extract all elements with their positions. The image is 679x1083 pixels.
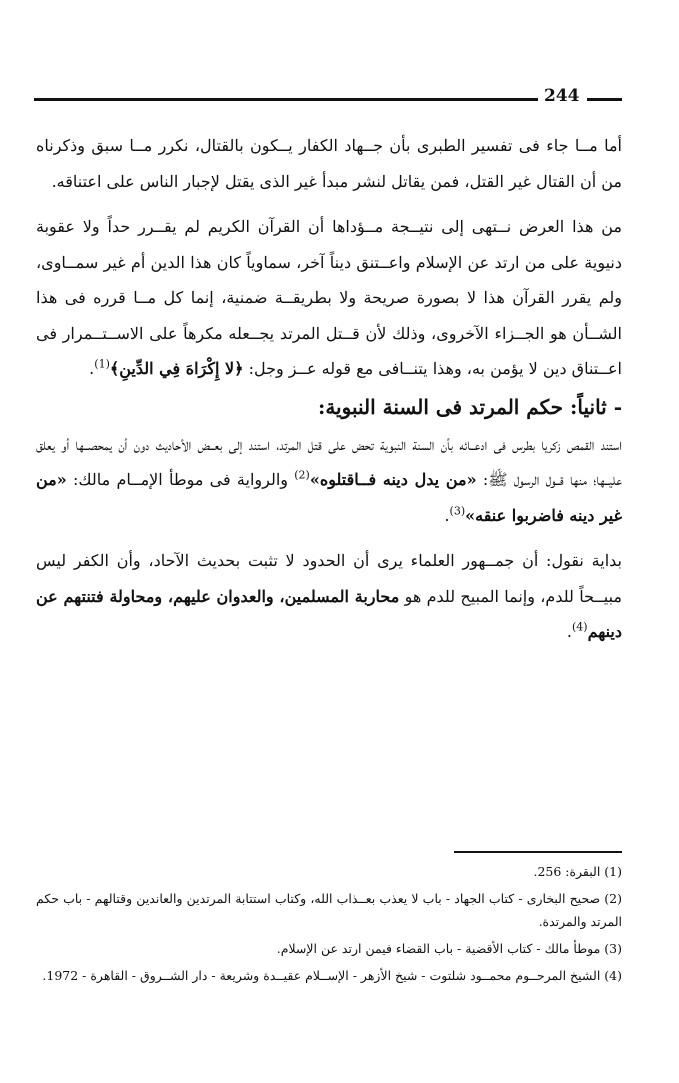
quran-quote: ﴿لا إِكْرَاهَ فِي الدِّينِ﴾ xyxy=(109,359,244,378)
footnote-1: (1) البقرة: 256. xyxy=(533,864,622,879)
paragraph-4-text: بداية نقول: أن جمــهور العلماء يرى أن الحدود لا تثبت بحديث الآحاد، وأن الكفر ليس مبيــحاً للدم، وإنما المبيح للدم هو xyxy=(36,551,623,606)
paragraph-4: بداية نقول: أن جمــهور العلماء يرى أن الحدود لا تثبت بحديث الآحاد، وأن الكفر ليس مبيــحاً للدم، وإنما المبيح للدم هو محاربة المسلمين، والعدوان عليهم، ومحاولة فتنتهم عن دينهم$^{(4)}$. xyxy=(36,551,623,641)
paragraph-2-text: من هذا العرض نــتهى إلى نتيــجة مــؤداها أن القرآن الكريم لم يقــرر حداً ولا عقوبة دنيوية على من ارتد عن الإسلام واعــتنق ديناً آخر، سماوياً كان هذا الدين أم غير سمــاوى، ولم يقرر القرآن هذا لا بصورة صريحة ولا بطريقــة ضمنية، إنما كل مــا قرره فى هذا الشــأن هو الجــزاء الآخروى، وذلك لأن قــتل المرتد يجــعله مكرهاً على الاســتــمرار فى اعــتناق دين لا يؤمن به، وهذا يتنــافى مع قوله عــز وجل: xyxy=(36,217,622,378)
paragraph-1: أما مــا جاء فى تفسير الطبرى بأن جــهاد الكفار يــكون بالقتال، نكرر مــا سبق وذكرناه من أن القتال غير القتل، فمن يقاتل لنشر مبدأ غير الذى يقتل لإجبار الناس على اعتناقه. xyxy=(36,136,623,191)
page-number: 244 xyxy=(544,86,580,106)
paragraph-3: استند القمص زكريا بطرس فى ادعــائه بأن السنة النبوية تحض على قتل المرتد، استند إلى بعــض الأحاديث دون أن يمحصــها أو يعلق عليــها؛ منها قــول الرسول ﷺ: «من يدل دينه فــاقتلوه»$^{(2)}$ والرواية فى موطأ الإمــام مالك: «من غير دينه فاضربوا عنقه»$^{(3)}$. xyxy=(36,434,622,525)
header-rule xyxy=(34,98,538,101)
section-heading: - ثانياً: حكم المرتد فى السنة النبوية: xyxy=(317,394,622,419)
footnote-separator xyxy=(454,851,622,853)
page-header xyxy=(34,86,622,112)
footnote-ref-4: (4) xyxy=(571,620,588,634)
footnote-4: (4) الشيخ المرحــوم محمــود شلتوت - شيخ الأزهر - الإســلام عقيــدة وشريعة - دار الشــروق - القاهرة - 1972. xyxy=(42,968,622,983)
paragraph-3-text: استند القمص زكريا بطرس فى ادعــائه بأن السنة النبوية تحض على قتل المرتد، استند إلى بعــض الأحاديث دون أن يمحصــها أو يعلق عليــها؛ منها قــول الرسول ﷺ: xyxy=(36,434,622,489)
footnote-ref-2: (2) xyxy=(294,468,310,482)
hadith-2: «من غير دينه فاضربوا عنقه» xyxy=(36,470,622,525)
hadith-1: «من يدل دينه فــاقتلوه» xyxy=(309,470,477,489)
header-rule-short xyxy=(587,98,622,101)
footnote-2: (2) صحيح البخارى - كتاب الجهاد - باب لا يعذب بعــذاب الله، وكتاب استتابة المرتدين والعاندين وقتالهم - باب حكم المرتد والمرتدة. xyxy=(36,891,622,929)
main-text xyxy=(36,128,622,650)
paragraph-3-mid: والرواية فى موطأ الإمــام مالك: xyxy=(73,470,288,489)
footnote-ref-1: (1) xyxy=(94,357,110,371)
footnote-ref-3: (3) xyxy=(449,504,466,518)
footnotes xyxy=(36,860,622,991)
footnote-3: (3) موطأ مالك - كتاب الأقضية - باب القضاء فيمن ارتد عن الإسلام. xyxy=(276,941,622,956)
paragraph-4-bold: محاربة المسلمين، والعدوان عليهم، ومحاولة فتنتهم عن دينهم xyxy=(36,586,622,641)
paragraph-2: من هذا العرض نــتهى إلى نتيــجة مــؤداها أن القرآن الكريم لم يقــرر حداً ولا عقوبة دنيوية على من ارتد عن الإسلام واعــتنق ديناً آخر، سماوياً كان هذا الدين أم غير سمــاوى، ولم يقرر القرآن هذا لا بصورة صريحة ولا بطريقــة ضمنية، إنما كل مــا قرره فى هذا الشــأن هو الجــزاء الآخروى، وذلك لأن قــتل المرتد يجــعله مكرهاً على الاســتــمرار فى اعــتناق دين لا يؤمن به، وهذا يتنــافى مع قوله عــز وجل: ﴿لا إِكْرَاهَ فِي الدِّينِ﴾$^{(1)}$. xyxy=(36,217,622,378)
